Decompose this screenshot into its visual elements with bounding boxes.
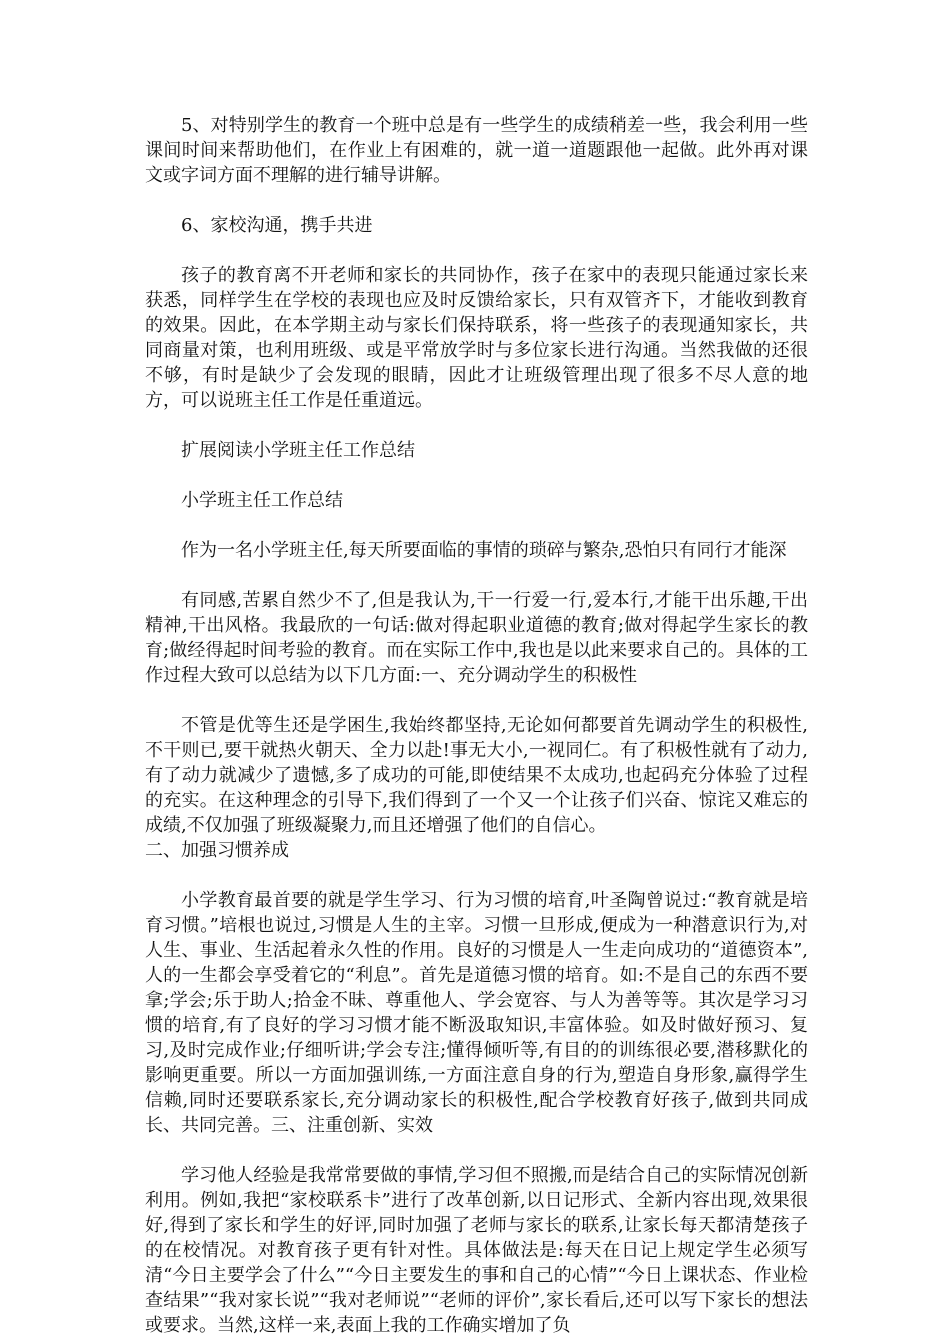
heading-summary-title: 小学班主任工作总结 bbox=[181, 490, 343, 511]
paragraph-work-attitude: 有同感,苦累自然少不了,但是我认为,干一行爱一行,爱本行,才能干出乐趣,干出精神,干出风格。我最欣的一句话:做对得起职业道德的教育;做对得起学生家长的教育;做经得起时间考验的教育。而在实际工作中,我也是以此来要求自己的。具体的工作过程大致可以总结为以下几方面:一、充分调动学生的积极性 bbox=[145, 590, 808, 686]
heading-home-school-communication: 6、家校沟通，携手共进 bbox=[181, 215, 373, 236]
heading-extended-reading: 扩展阅读小学班主任工作总结 bbox=[181, 440, 415, 461]
paragraph-intro: 作为一名小学班主任,每天所要面临的事情的琐碎与繁杂,恐怕只有同行才能深 bbox=[181, 540, 787, 561]
paragraph-motivation: 不管是优等生还是学困生,我始终都坚持,无论如何都要首先调动学生的积极性,不干则已,要干就热火朝天、全力以赴!事无大小,一视同仁。有了积极性就有了动力,有了动力就减少了遗憾,多了成功的可能,即使结果不太成功,也起码充分体验了过程的充实。在这种理念的引导下,我们得到了一个又一个让孩子们兴奋、惊诧又难忘的成绩,不仅加强了班级凝聚力,而且还增强了他们的自信心。 bbox=[145, 715, 808, 836]
paragraph-innovation: 学习他人经验是我常常要做的事情,学习但不照搬,而是结合自己的实际情况创新利用。例如,我把“家校联系卡”进行了改革创新,以日记形式、全新内容出现,效果很好,得到了家长和学生的好评,同时加强了老师与家长的联系,让家长每天都清楚孩子的在校情况。对教育孩子更有针对性。具体做法是:每天在日记上规定学生必须写清“今日主要学会了什么”“今日主要发生的事和自己的心情”“今日上课状态、作业检查结果”“我对家长说”“我对老师说”“老师的评价”,家长看后,还可以写下家长的想法或要求。当然,这样一来,表面上我的工作确实增加了负 bbox=[145, 1165, 808, 1336]
paragraph-habit-cultivation: 小学教育最首要的就是学生学习、行为习惯的培育,叶圣陶曾说过:“教育就是培育习惯。”培根也说过,习惯是人生的主宰。习惯一旦形成,便成为一种潜意识行为,对人生、事业、生活起着永久性的作用。良好的习惯是人一生走向成功的“道德资本”,人的一生都会享受着它的“利息”。首先是道德习惯的培育。如:不是自己的东西不要拿;学会;乐于助人;拾金不昧、尊重他人、学会宽容、与人为善等等。其次是学习习惯的培育,有了良好的学习习惯才能不断汲取知识,丰富体验。如及时做好预习、复习,及时完成作业;仔细听讲;学会专注;懂得倾听等,有目的的训练很必要,潜移默化的影响更重要。所以一方面加强训练,一方面注意自身的行为,塑造自身形象,赢得学生信赖,同时还要联系家长,充分调动家长的积极性,配合学校教育好孩子,做到共同成长、共同完善。三、注重创新、实效 bbox=[145, 890, 808, 1136]
heading-habit-formation: 二、加强习惯养成 bbox=[145, 840, 289, 861]
paragraph-special-students: 5、对特别学生的教育一个班中总是有一些学生的成绩稍差一些，我会利用一些课间时间来帮助他们，在作业上有困难的，就一道一道题跟他一起做。此外再对课文或字词方面不理解的进行辅导讲解。 bbox=[145, 115, 808, 186]
paragraph-parent-cooperation: 孩子的教育离不开老师和家长的共同协作，孩子在家中的表现只能通过家长来获悉，同样学生在学校的表现也应及时反馈给家长，只有双管齐下，才能收到教育的效果。因此，在本学期主动与家长们保持联系，将一些孩子的表现通知家长，共同商量对策，也利用班级、或是平常放学时与多位家长进行沟通。当然我做的还很不够，有时是缺少了会发现的眼睛，因此才让班级管理出现了很多不尽人意的地方，可以说班主任工作是任重道远。 bbox=[145, 265, 808, 411]
